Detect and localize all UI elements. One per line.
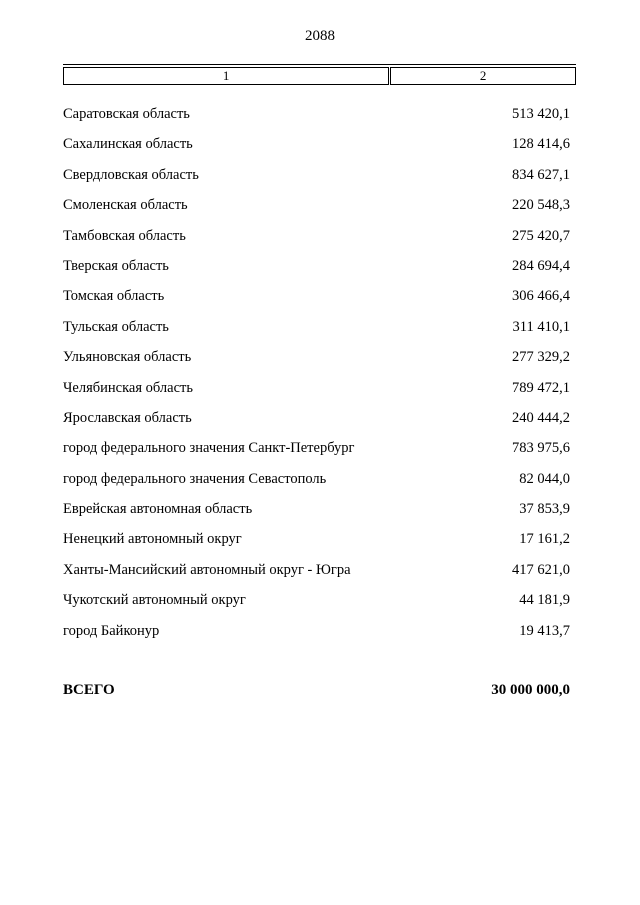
total-label: ВСЕГО: [63, 682, 115, 698]
region-value: 240 444,2: [512, 409, 570, 426]
region-name: Челябинская область: [63, 379, 193, 396]
table-row: [63, 592, 570, 622]
region-value: 275 420,7: [512, 227, 570, 244]
region-name: Смоленская область: [63, 197, 188, 214]
region-value: 306 466,4: [512, 288, 570, 305]
region-name: Свердловская область: [63, 166, 199, 183]
region-value: 37 853,9: [519, 501, 570, 518]
region-value: 783 975,6: [512, 440, 570, 457]
region-value: 513 420,1: [512, 106, 570, 122]
region-name: город Байконур: [63, 622, 160, 639]
table-row: [63, 562, 570, 592]
table-row: [63, 288, 570, 318]
total-value: 30 000 000,0: [491, 682, 570, 698]
table-row: [63, 258, 570, 288]
region-name: Тамбовская область: [63, 227, 186, 244]
region-name: Сахалинская область: [63, 136, 193, 153]
table-row: [63, 197, 570, 227]
table-row: [63, 380, 570, 410]
region-value: 311 410,1: [512, 318, 570, 335]
table-row: [63, 501, 570, 531]
page-number: 2088: [305, 28, 335, 44]
regions-table-body: [63, 106, 570, 653]
region-name: Саратовская область: [63, 106, 190, 122]
column-header-1: 1: [63, 67, 389, 85]
table-row: [63, 410, 570, 440]
table-header: [63, 64, 576, 85]
region-value: 789 472,1: [512, 379, 570, 396]
region-value: 834 627,1: [512, 166, 570, 183]
region-name: Ханты-Мансийский автономный округ - Югра: [63, 561, 351, 578]
region-value: 128 414,6: [512, 136, 570, 153]
region-value: 417 621,0: [512, 561, 570, 578]
region-name: Ярославская область: [63, 409, 192, 426]
table-row: [63, 440, 570, 470]
region-value: 19 413,7: [519, 622, 570, 639]
table-row: [63, 531, 570, 561]
table-row: [63, 349, 570, 379]
region-value: 220 548,3: [512, 197, 570, 214]
region-name: город федерального значения Севастополь: [63, 470, 327, 487]
region-value: 82 044,0: [519, 470, 570, 487]
region-name: город федерального значения Санкт-Петербург: [63, 440, 355, 457]
region-value: 277 329,2: [512, 349, 570, 366]
region-value: 17 161,2: [519, 531, 570, 548]
region-name: Еврейская автономная область: [63, 501, 253, 518]
region-value: 284 694,4: [512, 257, 570, 274]
table-row: [63, 106, 570, 136]
table-row: [63, 136, 570, 166]
table-row: [63, 167, 570, 197]
table-row: [63, 623, 570, 653]
table-row: [63, 471, 570, 501]
total-row: [63, 682, 570, 699]
region-name: Томская область: [63, 288, 165, 305]
region-name: Ульяновская область: [63, 349, 192, 366]
region-name: Тульская область: [63, 318, 169, 335]
column-header-2: 2: [390, 67, 576, 85]
table-row: [63, 228, 570, 258]
region-name: Ненецкий автономный округ: [63, 531, 242, 548]
region-name: Тверская область: [63, 257, 169, 274]
table-row: [63, 319, 570, 349]
region-value: 44 181,9: [519, 592, 570, 609]
region-name: Чукотский автономный округ: [63, 592, 246, 609]
